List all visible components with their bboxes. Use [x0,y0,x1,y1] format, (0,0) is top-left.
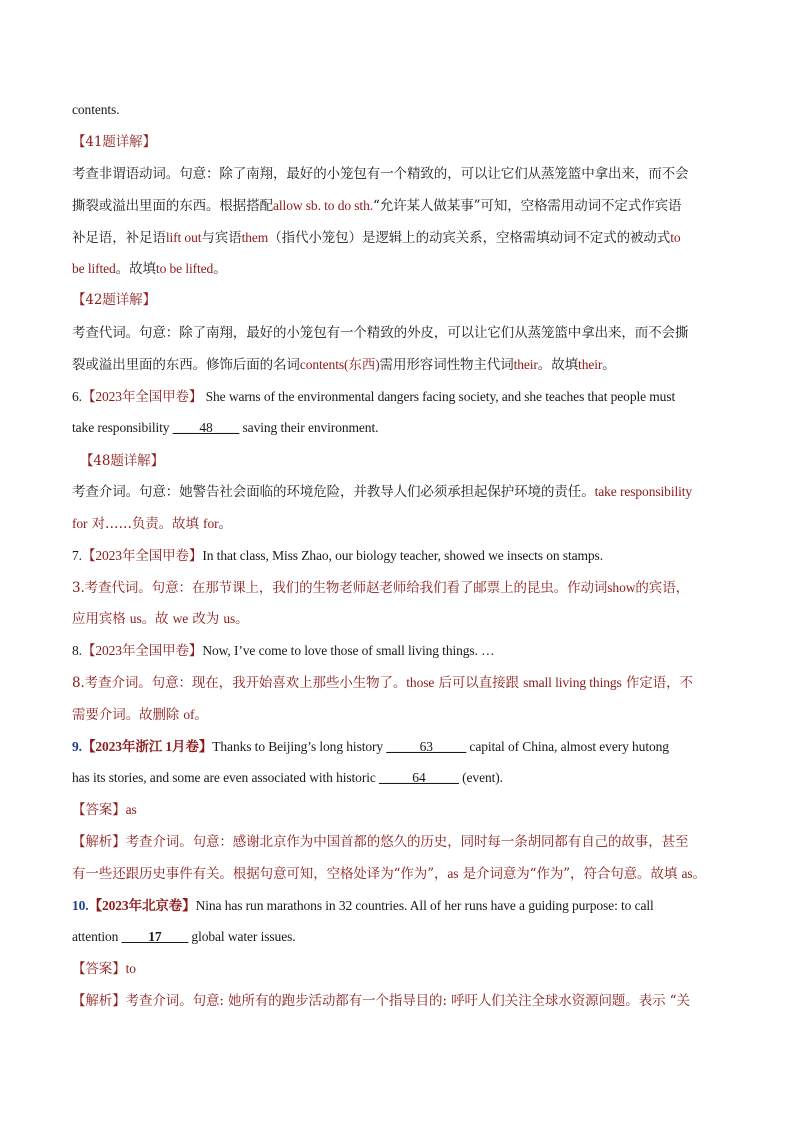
text-line: 撕裂或溢出里面的东西。根据搭配allow sb. to do sth.“允许某人做某事”可知，空格需用动词不定式作宾语 [72,198,682,214]
text-line: 考查非谓语动词。句意：除了南翔，最好的小笼包有一个精致的，可以让它们从蒸笼篮中拿出来，而不会 [72,166,689,182]
text-line: 有一些还跟历史事件有关。根据句意可知，空格处译为“作为”，as 是介词意为“作为”，符合句意。故填 as。 [72,866,706,882]
text-line: 考查代词。句意：除了南翔，最好的小笼包有一个精致的外皮，可以让它们从蒸笼篮中拿出来，而不会撕 [72,325,689,341]
question-9: 9.【2023年浙江 1月卷】Thanks to Beijing’s long history _____63_____ capital of China, almost every hutong [72,739,669,754]
text-line: 裂或溢出里面的东西。修饰后面的名词contents(东西)需用形容词性物主代词their。故填their。 [72,357,616,373]
text-line: 需要介词。故删除 of。 [72,707,208,723]
text-line: 【解析】考查介词。句意：感谢北京作为中国首都的悠久的历史，同时每一条胡同都有自己的故事，甚至 [72,834,689,850]
section-heading-42: 【42题详解】 [72,292,156,308]
text-line: 3.考查代词。句意：在那节课上，我们的生物老师赵老师给我们看了邮票上的昆虫。作动词show的宾语， [72,580,689,596]
question-10: 10.【2023年北京卷】Nina has run marathons in 32 countries. All of her runs have a guiding purpose: to call [72,898,654,913]
section-heading-48: 【48题详解】 [80,453,164,469]
text-line: 8.考查介词。句意：现在，我开始喜欢上那些小生物了。those 后可以直接跟 small living things 作定语，不 [72,675,693,691]
text-line: take responsibility ____48____ saving their environment. [72,420,379,435]
text-line: contents. [72,102,120,117]
text-line: 考查介词。句意：她警告社会面临的环境危险，并教导人们必须承担起保护环境的责任。take responsibility [72,484,693,500]
question-6: 6.【2023年全国甲卷】 She warns of the environmental dangers facing society, and she teaches that people must [72,389,676,404]
text-line: 应用宾格 us。故 we 改为 us。 [72,611,249,627]
answer-9: 【答案】as [72,802,137,818]
section-heading-41: 【41题详解】 [72,134,156,150]
answer-10: 【答案】to [72,961,136,977]
text-line: for 对……负责。故填 for。 [72,516,232,532]
text-line: 补足语，补足语lift out与宾语them（指代小笼包）是逻辑上的动宾关系，空格需填动词不定式的被动式to [72,230,681,246]
text-line: has its stories, and some are even associated with historic _____64_____ (event). [72,770,503,785]
text-line: 【解析】考查介词。句意: 她所有的跑步活动都有一个指导目的: 呼吁人们关注全球水资源问题。表示 “关 [72,993,690,1009]
question-8: 8.【2023年全国甲卷】Now, I’ve come to love those of small living things. … [72,643,495,658]
text-line: attention ____17____ global water issues. [72,929,296,944]
text-line: be lifted。故填to be lifted。 [72,261,227,277]
question-7: 7.【2023年全国甲卷】In that class, Miss Zhao, our biology teacher, showed we insects on stamps. [72,548,603,563]
